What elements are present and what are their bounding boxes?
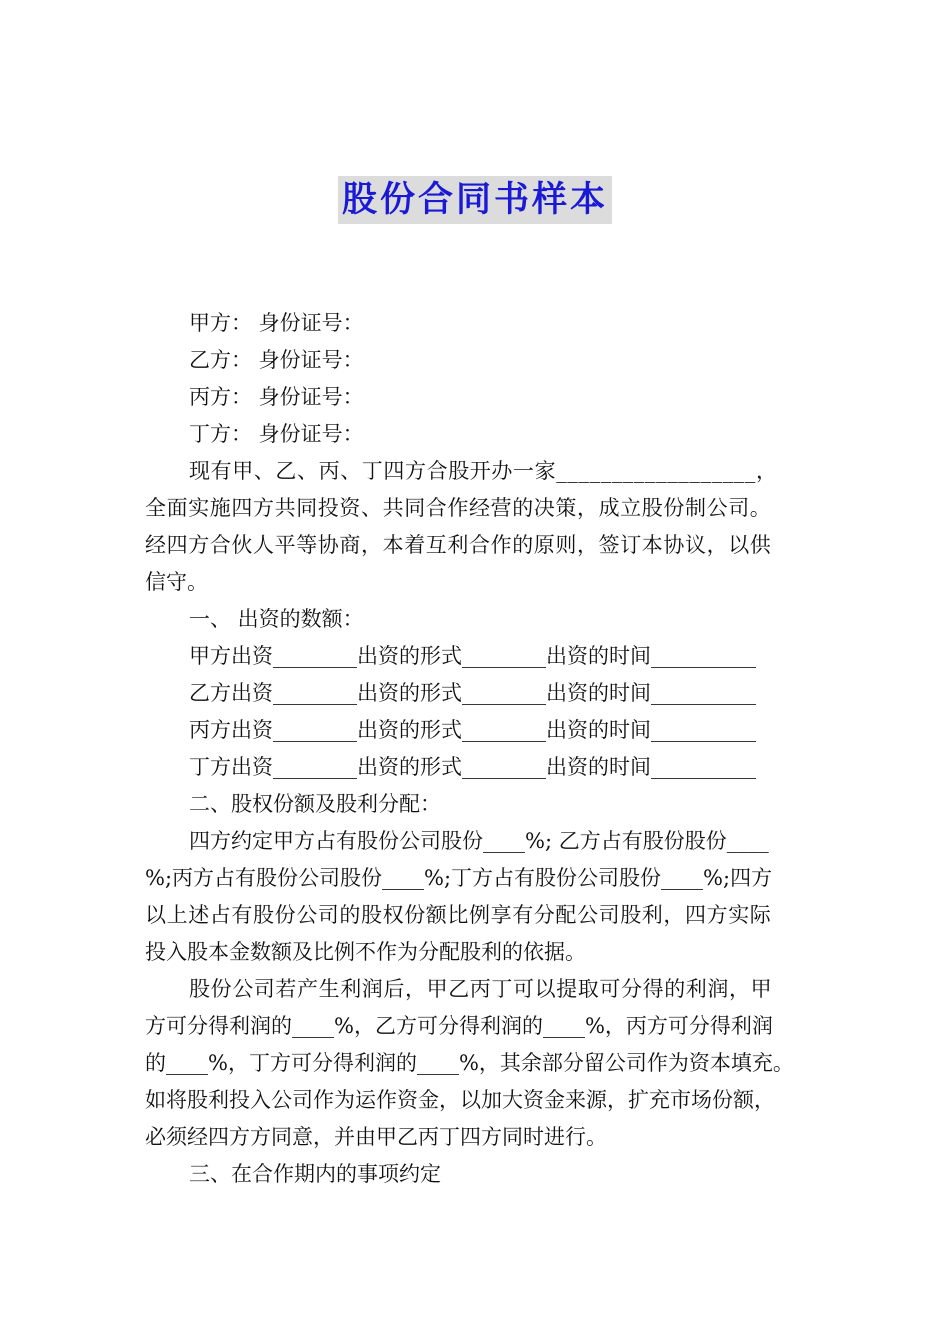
- contribution-row-yi: 乙方出资________出资的形式________出资的时间__________: [189, 681, 756, 705]
- share-para-line-2: %;丙方占有股份公司股份____%;丁方占有股份公司股份____%;四方: [145, 866, 773, 890]
- share-para-line-4: 投入股本金数额及比例不作为分配股利的依据。: [145, 940, 586, 964]
- party-line-jia: 甲方： 身份证号：: [189, 311, 364, 335]
- profit-para-line-3: 的____%，丁方可分得利润的____%，其余部分留公司作为资本填充。: [145, 1051, 794, 1075]
- intro-line-1: 现有甲、乙、丙、丁四方合股开办一家__________________，: [189, 459, 778, 483]
- section-2-heading: 二、股权份额及股利分配：: [189, 792, 441, 816]
- document-body: [145, 305, 835, 1193]
- contribution-row-jia: 甲方出资________出资的形式________出资的时间__________: [189, 644, 756, 668]
- profit-para-line-2: 方可分得利润的____%，乙方可分得利润的____%，丙方可分得利润: [145, 1014, 773, 1038]
- contribution-row-bing: 丙方出资________出资的形式________出资的时间__________: [189, 718, 756, 742]
- document-title: 股份合同书样本: [338, 176, 612, 224]
- section-3-heading: 三、在合作期内的事项约定: [189, 1162, 441, 1186]
- profit-para-line-5: 必须经四方方同意，并由甲乙丙丁四方同时进行。: [145, 1125, 607, 1149]
- share-para-line-3: 以上述占有股份公司的股权份额比例享有分配公司股利，四方实际: [145, 903, 772, 927]
- intro-line-4: 信守。: [145, 570, 208, 594]
- party-line-yi: 乙方： 身份证号：: [189, 348, 364, 372]
- section-1-heading: 一、 出资的数额：: [189, 607, 364, 631]
- intro-line-2: 全面实施四方共同投资、共同合作经营的决策，成立股份制公司。: [145, 496, 772, 520]
- intro-line-3: 经四方合伙人平等协商，本着互利合作的原则，签订本协议，以供: [145, 533, 772, 557]
- profit-para-line-4: 如将股利投入公司作为运作资金，以加大资金来源，扩充市场份额，: [145, 1088, 775, 1112]
- share-para-line-1: 四方约定甲方占有股份公司股份____%; 乙方占有股份股份____: [189, 829, 769, 853]
- contribution-row-ding: 丁方出资________出资的形式________出资的时间__________: [189, 755, 756, 779]
- profit-para-line-1: 股份公司若产生利润后，甲乙丙丁可以提取可分得的利润，甲: [189, 977, 773, 1001]
- party-line-bing: 丙方： 身份证号：: [189, 385, 364, 409]
- title-container: [0, 176, 950, 224]
- party-line-ding: 丁方： 身份证号：: [189, 422, 364, 446]
